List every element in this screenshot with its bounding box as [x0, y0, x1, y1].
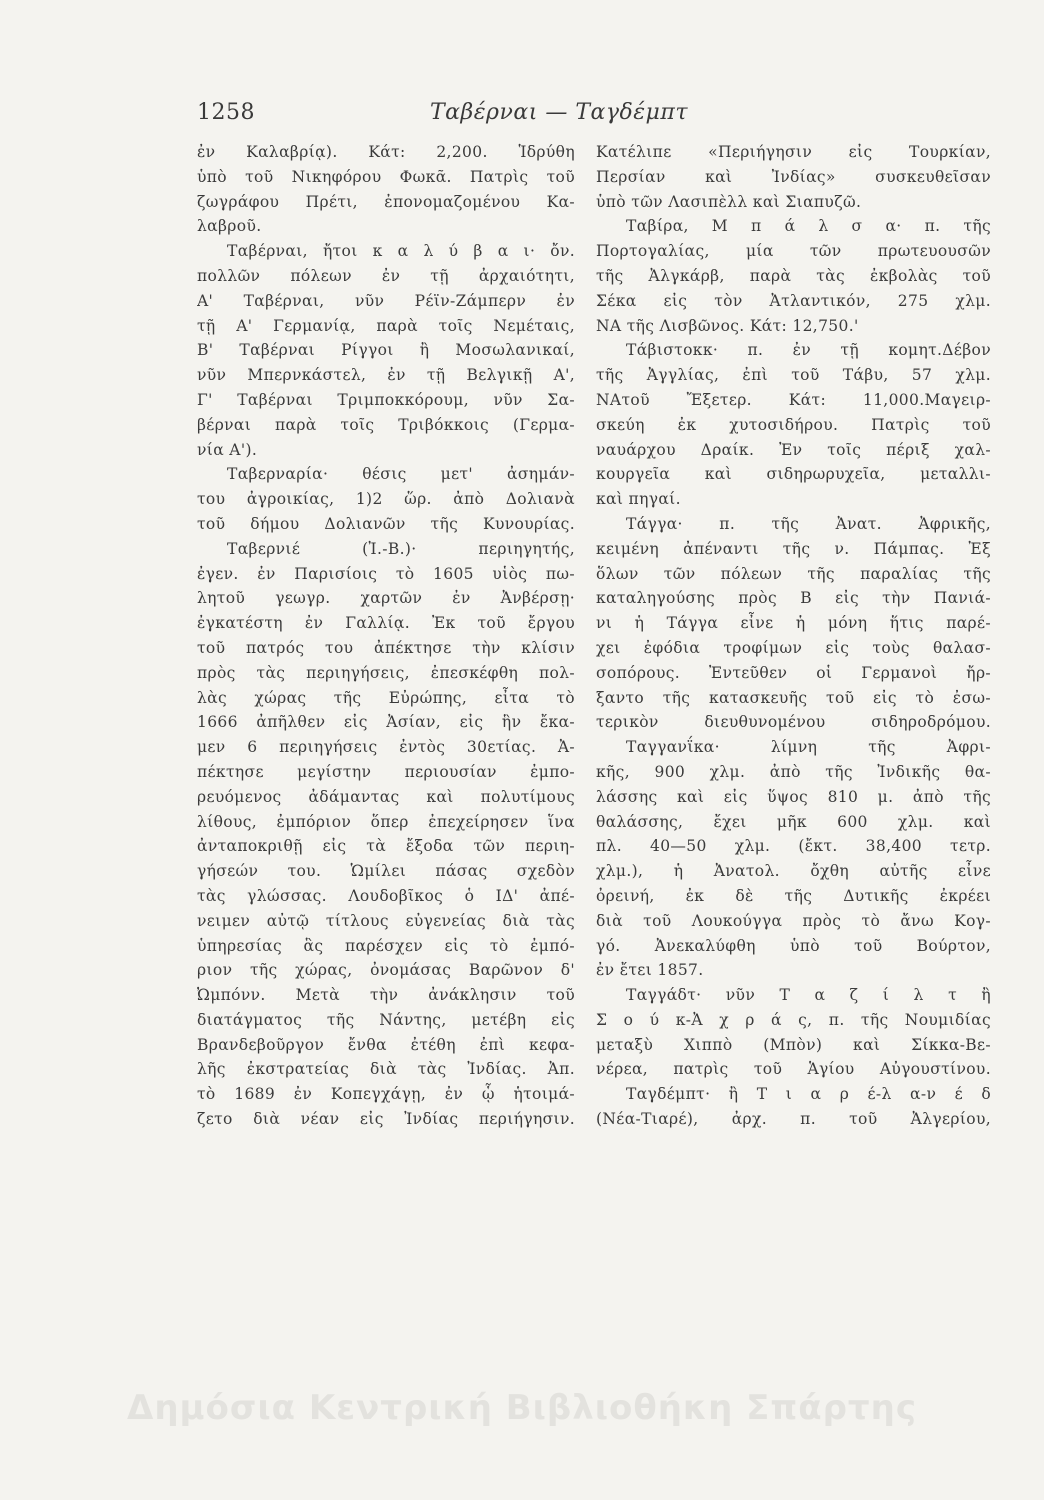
text-line: γό. Ἀνεκαλύφθη ὑπὸ τοῦ Βούρτον, [596, 936, 991, 955]
text-line: βέρναι παρὰ τοῖς Τριβόκκοις (Γερμα- [197, 415, 575, 434]
text-line: λὰς χώρας τῆς Εὐρώπης, εἶτα τὸ [197, 688, 575, 707]
text-line: πλ. 40—50 χλμ. (ἔκτ. 38,400 τετρ. [596, 837, 991, 856]
entry-headword-line: Ταγγάδτ· νῦν Τ α ζ ί λ τ ἢ [626, 986, 991, 1005]
text-line: του ἀγροικίας, 1)2 ὥρ. ἀπὸ Δολιανὰ [197, 490, 575, 509]
text-line: τερικὸν διευθυνομένου σιδηροδρόμου. [596, 713, 991, 732]
text-line: Περσίαν καὶ Ἰνδίας» συσκευθεῖσαν [596, 167, 991, 186]
entry-headword-line: Ταγδέμπτ· ἢ Τ ι α ρ έ-λ α-ν έ δ [626, 1085, 991, 1104]
text-line: λαβροῦ. [197, 217, 262, 236]
text-line: σοπόρους. Ἐντεῦθεν οἱ Γερμανοὶ ἤρ- [596, 663, 991, 682]
text-line: ὅλων τῶν πόλεων τῆς παραλίας τῆς [596, 564, 991, 583]
text-line: ὑπηρεσίας ἃς παρέσχεν εἰς τὸ ἐμπό- [197, 936, 575, 955]
library-watermark: Δημόσια Κεντρική Βιβλιοθήκη Σπάρτης [127, 1388, 917, 1428]
text-line: ἐγκατέστη ἐν Γαλλίᾳ. Ἐκ τοῦ ἔργου [197, 614, 575, 633]
text-line: Σέκα εἰς τὸν Ἀτλαντικόν, 275 χλμ. [596, 291, 991, 310]
page-number: 1258 [197, 100, 255, 125]
text-line: διατάγματος τῆς Νάντης, μετέβη εἰς [197, 1010, 575, 1029]
text-line: ὀρεινή, ἐκ δὲ τῆς Δυτικῆς ἐκρέει [596, 886, 991, 905]
entry-headword-line: Ταβερναρία· θέσις μετ' ἀσημάν- [227, 465, 575, 484]
text-line: μεν 6 περιηγήσεις ἐντὸς 30ετίας. Ἀ- [197, 738, 575, 757]
text-line: πολλῶν πόλεων ἐν τῇ ἀρχαιότητι, [197, 266, 575, 285]
text-line: ὑπὸ τῶν Λασιπὲλλ καὶ Σιαπυζῶ. [596, 192, 862, 211]
text-line: ἀνταποκριθῇ εἰς τὰ ἔξοδα τῶν περιη- [197, 837, 575, 856]
right-column [596, 140, 991, 1132]
text-line: ζωγράφου Πρέτι, ἐπονομαζομένου Κα- [197, 192, 575, 211]
text-line: τοῦ δήμου Δολιανῶν τῆς Κυνουρίας. [197, 514, 575, 533]
text-line: λάσσης καὶ εἰς ὕψος 810 μ. ἀπὸ τῆς [596, 787, 991, 806]
text-line: ὑπὸ τοῦ Νικηφόρου Φωκᾶ. Πατρὶς τοῦ [197, 167, 575, 186]
left-column [197, 140, 575, 1132]
text-line: κειμένη ἀπέναντι τῆς ν. Πάμπας. Ἐξ [596, 539, 991, 558]
text-line: ΝΑ τῆς Λισβῶνος. Κάτ: 12,750.' [596, 316, 859, 335]
text-line: Σ ο ύ κ-Ἀ χ ρ ά ς, π. τῆς Νουμιδίας [596, 1010, 991, 1029]
text-line: Β' Ταβέρναι Ρίγγοι ἢ Μοσωλανικαί, [197, 341, 575, 360]
text-line: ρευόμενος ἀδάμαντας καὶ πολυτίμους [197, 787, 575, 806]
text-line: τῆς Ἀλγκάρβ, παρὰ τὰς ἐκβολὰς τοῦ [596, 266, 991, 285]
text-line: τοῦ πατρός του ἀπέκτησε τὴν κλίσιν [197, 638, 575, 657]
text-line: πέκτησε μεγίστην περιουσίαν ἐμπο- [197, 762, 575, 781]
text-line: ἐγεν. ἐν Παρισίοις τὸ 1605 υἱὸς πω- [197, 564, 575, 583]
text-line: διὰ τοῦ Λουκούγγα πρὸς τὸ ἄνω Κογ- [596, 911, 991, 930]
entry-headword-line: Τάβιστοκκ· π. ἐν τῇ κομητ.Δέβον [626, 341, 991, 360]
text-line: Γ' Ταβέρναι Τριμποκκόρουμ, νῦν Σα- [197, 390, 575, 409]
text-line: ναυάρχου Δραίκ. Ἐν τοῖς πέριξ χαλ- [596, 440, 991, 459]
text-line: νι ἡ Τάγγα εἶνε ἡ μόνη ἥτις παρέ- [596, 614, 991, 633]
text-line: χλμ.), ἡ Ἀνατολ. ὄχθη αὐτῆς εἶνε [596, 862, 991, 881]
text-line: νέρεα, πατρὶς τοῦ Ἁγίου Αὐγουστίνου. [596, 1060, 991, 1079]
text-line: Κατέλιπε «Περιήγησιν εἰς Τουρκίαν, [596, 143, 991, 161]
text-line: ἐν ἔτει 1857. [596, 961, 704, 980]
text-line: Βρανδεβοῦργον ἔνθα ἐτέθη ἐπὶ κεφα- [197, 1035, 575, 1054]
entry-headword-line: Ταβίρα, Μ π ά λ σ α· π. τῆς [626, 217, 991, 236]
text-line: Πορτογαλίας, μία τῶν πρωτευουσῶν [596, 242, 991, 261]
text-line: κουργεῖα καὶ σιδηρωρυχεῖα, μεταλλι- [596, 465, 991, 484]
entry-headword-line: Ταβερνιέ (Ἰ.-Β.)· περιηγητής, [227, 539, 575, 558]
text-line: κῆς, 900 χλμ. ἀπὸ τῆς Ἰνδικῆς θα- [596, 762, 991, 781]
text-line: τῆς Ἀγγλίας, ἐπὶ τοῦ Τάβυ, 57 χλμ. [596, 366, 991, 385]
text-line: χει ἐφόδια τροφίμων εἰς τοὺς θαλασ- [596, 638, 991, 657]
text-line: Α' Ταβέρναι, νῦν Ρέϊν-Ζάμπερν ἐν [197, 291, 575, 310]
text-line: σκεύη ἐκ χυτοσιδήρου. Πατρὶς τοῦ [596, 415, 991, 434]
text-line: ΝΑτοῦ Ἔξετερ. Κάτ: 11,000.Μαγειρ- [596, 390, 991, 409]
text-line: νία Α'). [197, 440, 258, 459]
text-line: τὰς γλώσσας. Λουδοβῖκος ὁ ΙΔ' ἀπέ- [197, 886, 575, 905]
entry-headword-line: Ταβέρναι, ἤτοι κ α λ ύ β α ι· ὄν. [227, 242, 575, 261]
text-line: πρὸς τὰς περιηγήσεις, ἐπεσκέφθη πολ- [197, 663, 575, 682]
text-line: λῆς ἐκστρατείας διὰ τὰς Ἰνδίας. Ἀπ. [197, 1060, 575, 1079]
text-line: ἐν Καλαβρίᾳ). Κάτ: 2,200. Ἱδρύθη [197, 143, 575, 161]
text-line: καὶ πηγαί. [596, 490, 681, 509]
text-line: Ὠμπόνν. Μετὰ τὴν ἀνάκλησιν τοῦ [197, 986, 575, 1005]
text-line: γήσεών του. Ὡμίλει πάσας σχεδὸν [197, 862, 575, 881]
text-line: θαλάσσης, ἔχει μῆκ 600 χλμ. καὶ [596, 812, 991, 831]
text-line: μεταξὺ Χιππὸ (Μπὸν) καὶ Σίκκα-Βε- [596, 1035, 991, 1054]
entry-headword-line: Τάγγα· π. τῆς Ἀνατ. Ἀφρικῆς, [626, 514, 991, 533]
text-line: ξαντο τῆς κατασκευῆς τοῦ εἰς τὸ ἐσω- [596, 688, 991, 707]
entry-headword-line: Ταγγανΐκα· λίμνη τῆς Ἀφρι- [626, 738, 991, 757]
text-line: νῦν Μπερνκάστελ, ἐν τῇ Βελγικῇ Α', [197, 366, 575, 385]
text-line: τῇ Α' Γερμανίᾳ, παρὰ τοῖς Νεμέταις, [197, 316, 575, 335]
text-line: τὸ 1689 ἐν Κοπεγχάγῃ, ἐν ᾧ ἡτοιμά- [197, 1085, 575, 1104]
text-line: 1666 ἀπῆλθεν εἰς Ἀσίαν, εἰς ἣν ἔκα- [197, 713, 575, 732]
text-line: ζετο διὰ νέαν εἰς Ἰνδίας περιήγησιν. [197, 1110, 575, 1129]
text-line: λίθους, ἐμπόριον ὅπερ ἐπεχείρησεν ἵνα [197, 812, 575, 831]
text-line: νειμεν αὐτῷ τίτλους εὐγενείας διὰ τὰς [197, 911, 575, 930]
running-head: Ταβέρναι — Ταγδέμπτ [430, 100, 688, 125]
text-line: καταληγούσης πρὸς Β εἰς τὴν Πανιά- [596, 589, 991, 608]
text-line: (Νέα-Τιαρέ), ἀρχ. π. τοῦ Ἀλγερίου, [596, 1110, 991, 1129]
text-line: λητοῦ γεωγρ. χαρτῶν ἐν Ἀνβέρσῃ· [197, 589, 575, 608]
text-line: ριον τῆς χώρας, ὀνομάσας Βαρῶνον δ' [197, 961, 575, 980]
